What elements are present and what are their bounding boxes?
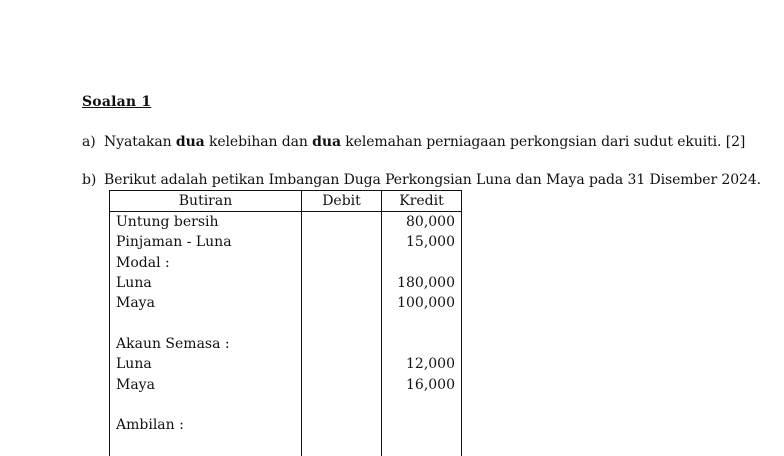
cell-credit: 12,000 (382, 354, 462, 374)
question-a-text-2: kelebihan dan (204, 134, 313, 150)
table-row (110, 435, 462, 455)
cell-debit (302, 435, 382, 455)
table-body (110, 212, 462, 456)
section-heading: Soalan 1 (82, 94, 152, 110)
cell-credit (382, 435, 462, 455)
table-row (110, 253, 462, 273)
cell-debit (302, 313, 382, 333)
question-a-bold-2: dua (312, 134, 341, 150)
header-butiran: Butiran (110, 191, 302, 212)
cell-item: Maya (110, 374, 302, 394)
table-header-row (110, 191, 462, 212)
cell-debit (302, 253, 382, 273)
cell-credit (382, 395, 462, 415)
table-row (110, 313, 462, 333)
cell-debit (302, 212, 382, 233)
table-row (110, 354, 462, 374)
question-a-text-1: Nyatakan (104, 134, 176, 150)
cell-item: Ambilan : (110, 415, 302, 435)
question-b-text: Berikut adalah petikan Imbangan Duga Perkongsian Luna dan Maya pada 31 Disember 2024. (104, 172, 761, 188)
table-row (110, 395, 462, 415)
cell-debit (302, 395, 382, 415)
cell-debit (302, 354, 382, 374)
table-row (110, 334, 462, 354)
cell-item (110, 313, 302, 333)
trial-balance-table (109, 190, 462, 456)
table-row (110, 374, 462, 394)
cell-credit (382, 334, 462, 354)
question-a-marker: a) (82, 134, 96, 150)
cell-debit (302, 334, 382, 354)
table-row (110, 273, 462, 293)
question-b-marker: b) (82, 172, 97, 188)
table-row (110, 415, 462, 435)
cell-item: Pinjaman - Luna (110, 232, 302, 252)
cell-item: Untung bersih (110, 212, 302, 233)
cell-credit: 100,000 (382, 293, 462, 313)
cell-credit: 80,000 (382, 212, 462, 233)
cell-debit (302, 374, 382, 394)
cell-item (110, 395, 302, 415)
cell-item (110, 435, 302, 455)
cell-debit (302, 273, 382, 293)
cell-credit: 16,000 (382, 374, 462, 394)
question-a-text-3: kelemahan perniagaan perkongsian dari sudut ekuiti. [2] (340, 134, 746, 150)
cell-item: Modal : (110, 253, 302, 273)
header-debit: Debit (302, 191, 382, 212)
cell-credit (382, 253, 462, 273)
question-b (82, 172, 761, 188)
table-row (110, 232, 462, 252)
cell-credit (382, 313, 462, 333)
cell-item: Luna (110, 354, 302, 374)
cell-credit: 15,000 (382, 232, 462, 252)
table-row (110, 293, 462, 313)
cell-debit (302, 415, 382, 435)
cell-item: Akaun Semasa : (110, 334, 302, 354)
question-a-bold-1: dua (175, 134, 205, 150)
cell-credit (382, 415, 462, 435)
header-kredit: Kredit (382, 191, 462, 212)
cell-debit (302, 293, 382, 313)
cell-item: Luna (110, 273, 302, 293)
question-a (82, 134, 745, 150)
cell-debit (302, 232, 382, 252)
cell-item: Maya (110, 293, 302, 313)
table-row (110, 212, 462, 233)
cell-credit: 180,000 (382, 273, 462, 293)
